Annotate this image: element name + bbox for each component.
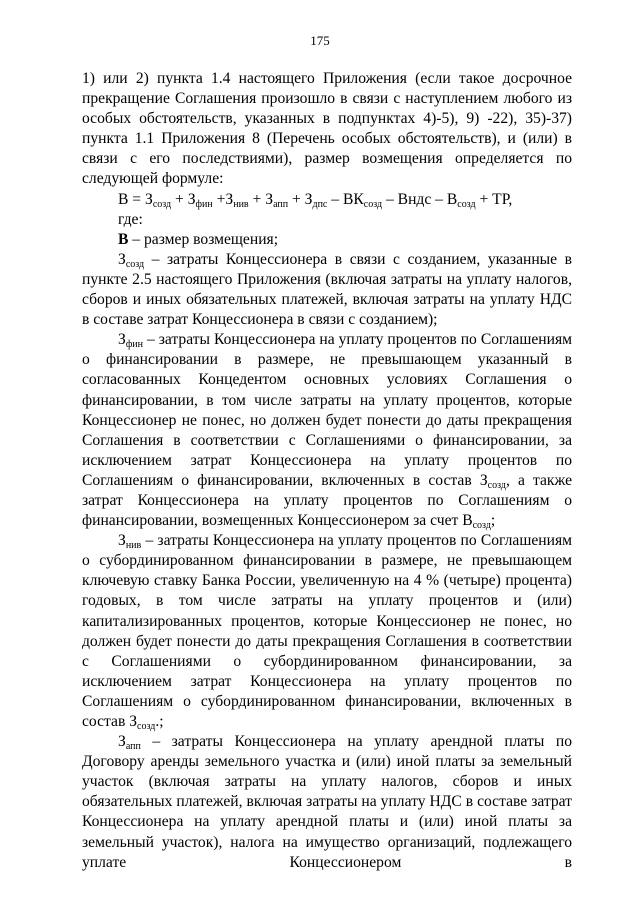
definition-symbol: В	[118, 230, 129, 248]
formula-subscript: созд	[152, 198, 172, 210]
definition-symbol: З	[118, 250, 126, 268]
definition-z-fin	[82, 330, 572, 531]
formula-subscript: созд	[457, 198, 476, 210]
definition-symbol: З	[118, 331, 126, 349]
formula-part: – ВК	[327, 190, 364, 208]
definition-subscript: созд	[137, 721, 156, 732]
compensation-formula	[82, 190, 572, 210]
definition-text: – размер возмещения;	[128, 230, 279, 248]
formula-part: + З	[288, 190, 313, 208]
where-label: где:	[118, 210, 143, 228]
definition-subscript: апп	[125, 741, 141, 753]
definition-text: – затраты Концессионера на уплату процентов по Соглашениям о субординированном финансировании в размере, не превышающем ключевую ставку Банка России, увеличенную на 4 % (четыре) процента) годовых, в том числе затраты на уплату процентов и (или) капитализированных процентов, которые Концессионер не понес, но должен будет понести до даты прекращения Соглашения в соответствии с Соглашениями о субординированном финансировании, за исключением затрат Концессионера на уплату процентов по Соглашениям о субординированном финансировании, включенных в состав З	[82, 532, 572, 730]
definition-subscript: нив	[125, 540, 142, 552]
definition-symbol: З	[118, 532, 126, 550]
definition-z-niv	[82, 531, 572, 732]
definition-subscript: созд	[472, 520, 491, 532]
definition-subscript: созд	[125, 258, 145, 270]
formula-subscript: нив	[233, 198, 249, 210]
document-body	[82, 69, 572, 873]
formula-part: + З	[248, 190, 274, 208]
definition-text: ;	[490, 512, 496, 530]
definition-v	[82, 230, 572, 250]
definition-subscript: фин	[125, 339, 143, 351]
formula-subscript: дпс	[312, 198, 328, 210]
intro-paragraph: 1) или 2) пункта 1.4 настоящего Приложения (если такое досрочное прекращение Соглашения произошло в связи с наступлением любого из особых обстоятельств, указанных в подпунктах 4)-5), 9) -22), 35)-37) пункта 1.1 Приложения 8 (Перечень особых обстоятельств), и (или) в связи с его последствиями), размер возмещения определяется по следующей формуле:	[82, 70, 572, 188]
formula-part: + ТР,	[475, 190, 513, 208]
formula-subscript: фин	[195, 198, 213, 210]
definition-text: – затраты Концессионера на уплату арендной платы по Договору аренды земельного участка и (или) иной платы за земельный участок (включая затраты на уплату налогов, сборов и иных обязательных платежей, включая затраты на уплату НДС в составе затрат Концессионера на уплату арендной платы и (или) иной платы за земельный участок), налога на имущество организаций, подлежащего уплате Концессионером в	[82, 733, 572, 871]
formula-subscript: апп	[273, 198, 289, 210]
formula-part: +З	[212, 190, 234, 208]
definition-z-app	[82, 732, 572, 873]
definition-z-sozd	[82, 250, 572, 330]
definition-text: – затраты Концессионера в связи с созданием, указанные в пункте 2.5 настоящего Приложения (включая затраты на уплату налогов, сборов и иных обязательных платежей, включая затраты на уплату НДС в составе затрат Концессионера в связи с созданием);	[82, 250, 572, 329]
definition-text: .;	[155, 713, 164, 730]
formula-part: – Вндс – В	[382, 190, 458, 208]
formula-part: + З	[171, 190, 196, 208]
definition-text: , а также затрат Концессионера на уплату процентов по Соглашениям о финансировании, возмещенных Концессионером за счет В	[82, 471, 572, 530]
definition-text: – затраты Концессионера на уплату процентов по Соглашениям о финансировании в размере, не превышающем указанный в согласованных Концедентом основных условиях Соглашения о финансировании, в том числе затраты на уплату процентов, которые Концессионер не понес, но должен будет понести до даты прекращения Соглашения в соответствии с Соглашениями о финансировании, за исключением затрат Концессионера на уплату процентов по Соглашениям о финансировании, включенных в состав З	[82, 331, 572, 489]
definition-symbol: З	[118, 733, 126, 751]
page-number: 175	[310, 33, 330, 48]
formula-subscript: созд	[363, 198, 383, 210]
formula-part: В = З	[118, 190, 153, 208]
definition-subscript: созд	[487, 479, 506, 491]
